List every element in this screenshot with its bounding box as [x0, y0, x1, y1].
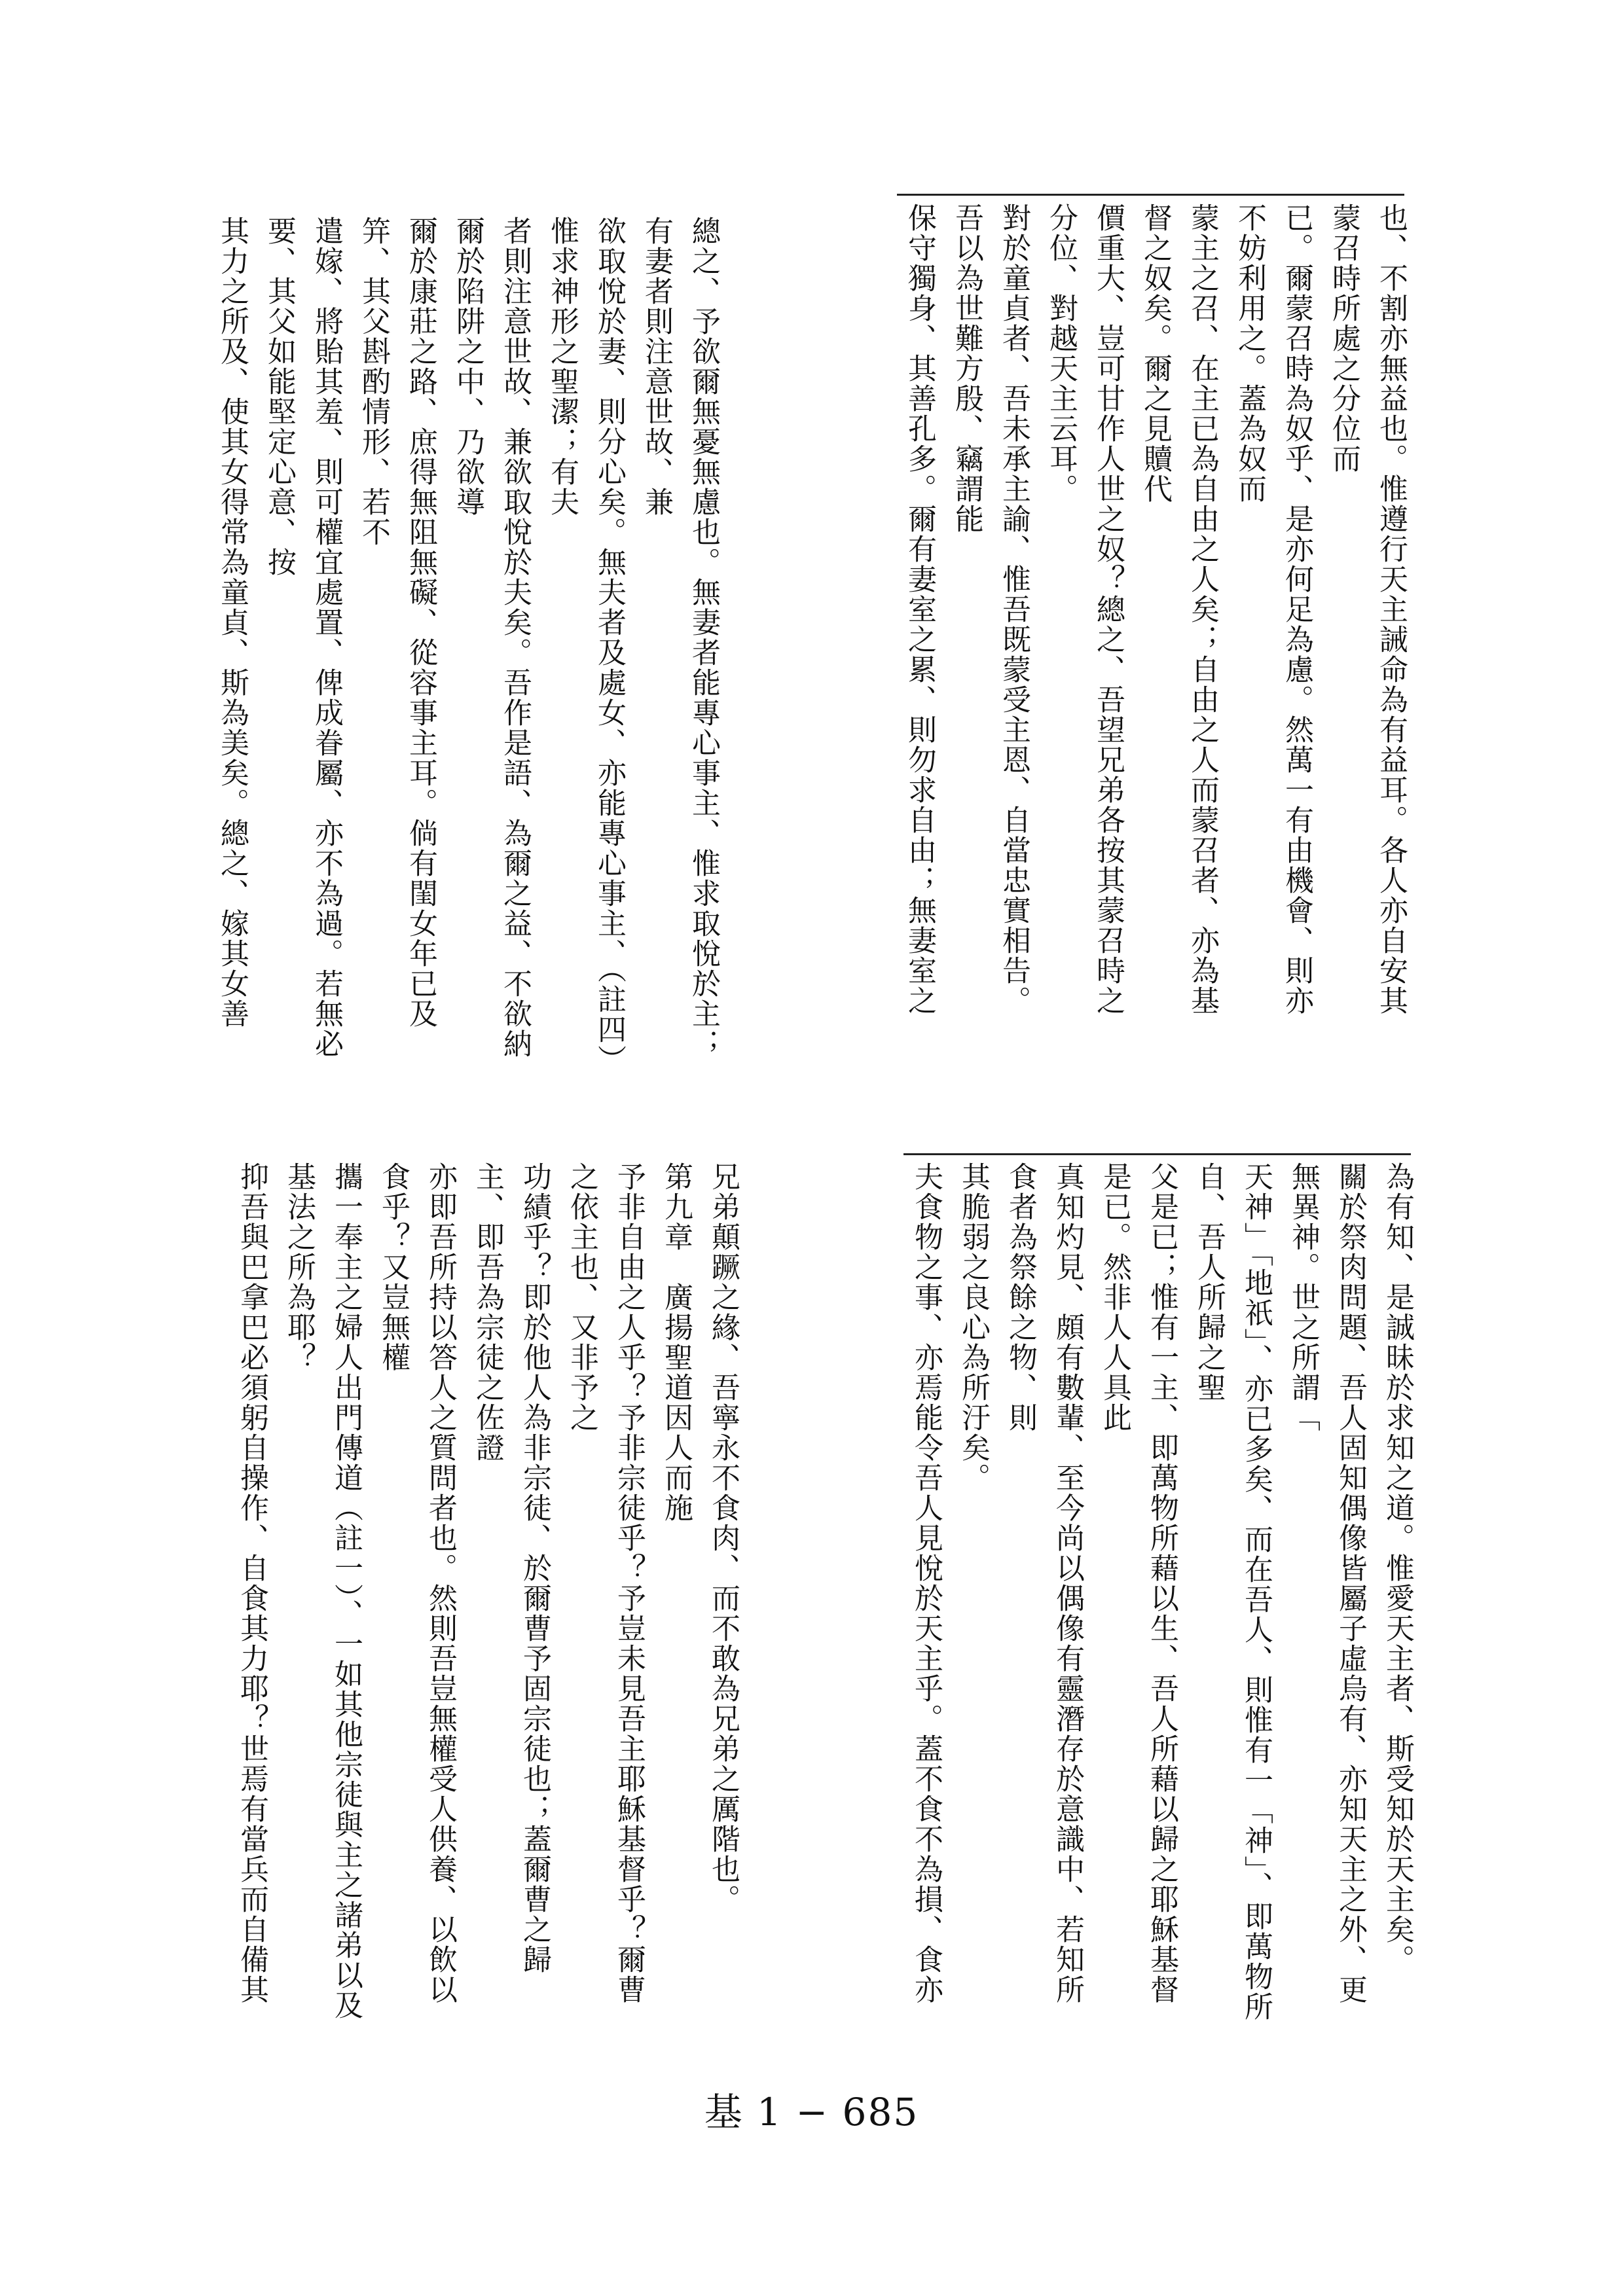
text-column: 欲取悅於妻、則分心矣。無夫者及處女、亦能專心事主、（註四）惟求神形之聖潔；有夫 — [545, 216, 626, 1075]
text-column: 夫食物之事、亦焉能令吾人見悅於天主乎。蓋不食不為損、食亦 — [909, 1162, 943, 2005]
text-column: 天神」「地祇」、亦已多矣、而在吾人、則惟有一「神」、即萬物所自、吾人所歸之聖 — [1192, 1162, 1273, 2022]
text-column: 價重大、豈可甘作人世之奴？總之、吾望兄弟各按其蒙召時之分位、對越天主云耳。 — [1044, 203, 1125, 1016]
text-column: 也、不割亦無益也。惟遵行天主誡命為有益耳。各人亦自安其蒙召時所處之分位而 — [1327, 203, 1408, 1016]
text-column: 真知灼見、頗有數輩、至今尚以偶像有靈潛存於意識中、若知所食者為祭餘之物、則 — [1004, 1162, 1084, 2005]
text-column: 抑吾與巴拿巴必須躬自操作、自食其力耶？世焉有當兵而自備其 — [235, 1162, 268, 2005]
text-column: 功績乎？即於他人為非宗徒、於爾曹予固宗徒也；蓋爾曹之歸主、即吾為宗徒之佐證 — [471, 1162, 551, 1975]
text-block-bottom-left — [223, 1162, 746, 2032]
text-column: 其脆弱之良心為所汙矣。 — [957, 1162, 990, 1493]
text-column: 保守獨身、其善孔多。爾有妻室之累、則勿求自由；無妻室之 — [903, 203, 936, 1016]
chapter-heading: 第九章 廣揚聖道因人而施 — [659, 1162, 693, 1523]
text-column: 已。爾蒙召時為奴乎、是亦何足為慮。然萬一有由機會、則亦不妨利用之。蓋為奴而 — [1233, 203, 1313, 1016]
text-block-bottom-right — [903, 1162, 1421, 2032]
text-column: 父是已；惟有一主、即萬物所藉以生、吾人所藉以歸之耶穌基督是已。然非人人具此 — [1098, 1162, 1178, 2005]
top-right-rule — [897, 194, 1404, 196]
text-column: 其力之所及、使其女得常為童貞、斯為美矣。總之、嫁其女善 — [215, 216, 249, 1029]
text-column: 爾於康莊之路、庶得無阻無礙、從容事主耳。倘有閨女年已及笄、其父斟酌情形、若不 — [357, 216, 437, 1029]
text-column: 關於祭肉問題、吾人固知偶像皆屬子虛烏有、亦知天主之外、更無異神。世之所謂「 — [1286, 1162, 1367, 2005]
text-column: 為有知、是誠昧於求知之道。惟愛天主者、斯受知於天主矣。 — [1381, 1162, 1414, 1975]
text-block-top-right — [897, 203, 1414, 1021]
text-column: 攜一奉主之婦人出門傳道（註一）、一如其他宗徒與主之諸弟以及基法之所為耶？ — [282, 1162, 363, 2020]
text-column: 者則注意世故、兼欲取悅於夫矣。吾作是語、為爾之益、不欲納爾於陷阱之中、乃欲導 — [451, 216, 532, 1059]
text-block-top-left — [203, 216, 727, 1086]
text-column: 亦即吾所持以答人之質問者也。然則吾豈無權受人供養、以飲以食乎？又豈無權 — [376, 1162, 457, 2005]
text-column: 兄弟顛蹶之緣、吾寧永不食肉、而不敢為兄弟之厲階也。 — [706, 1162, 740, 1914]
text-column: 對於童貞者、吾未承主諭、惟吾既蒙受主恩、自當忠實相告。吾以為世難方殷、竊謂能 — [950, 203, 1030, 1016]
text-column: 總之、予欲爾無憂無慮也。無妻者能專心事主、惟求取悅於主；有妻者則注意世故、兼 — [640, 216, 720, 1059]
text-column: 蒙主之召、在主已為自由之人矣；自由之人而蒙召者、亦為基督之奴矣。爾之見贖代 — [1139, 203, 1219, 1016]
text-column: 予非自由之人乎？予非宗徒乎？予豈未見吾主耶穌基督乎？爾曹之依主也、又非予之 — [565, 1162, 646, 2005]
page-number: 基 1 − 685 — [704, 2090, 919, 2134]
bottom-right-rule — [903, 1153, 1411, 1155]
text-column: 遣嫁、將貽其羞、則可權宜處置、俾成眷屬、亦不為過。若無必要、其父如能堅定心意、按 — [263, 216, 343, 1059]
